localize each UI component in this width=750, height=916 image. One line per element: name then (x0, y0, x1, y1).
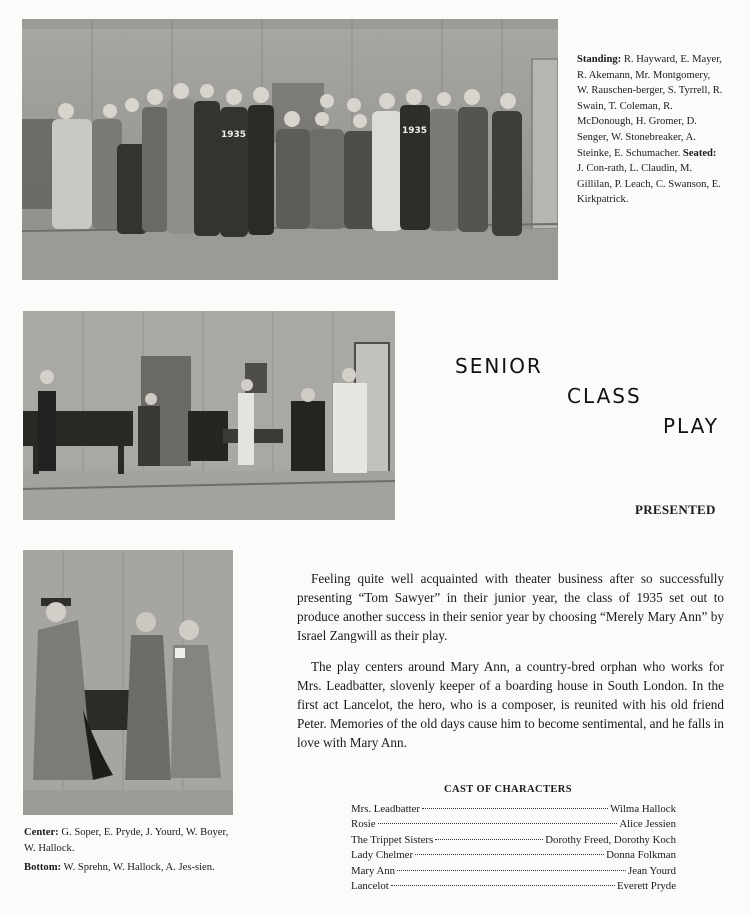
title-senior: SENIOR (455, 354, 543, 378)
cast-row: Mrs. Leadbatter Wilma Hallock (351, 803, 676, 815)
cast-row: Lancelot Everett Pryde (351, 879, 676, 892)
paragraph-plot: The play centers around Mary Ann, a country-bred orphan who works for Mrs. Leadbatter, slovenly keeper of a boarding house in South London. In the first act Lancelot, the hero, who is a composer, is reunited with his old friend Peter. Memories of the old days cause him to become sentimental, and he falls in love with Mary Ann. (297, 659, 725, 750)
title-play: PLAY (663, 414, 720, 438)
sweater-number: 1935 (221, 130, 247, 140)
stage-scene-photo (23, 311, 395, 520)
presented-heading: PRESENTED (635, 502, 716, 517)
cast-row: Lady Chelmer Donna Folkman (351, 849, 676, 862)
three-actors-photo (23, 550, 233, 815)
group-photo-caption: Standing: R. Hayward, E. Mayer, R. Akemann, Mr. Montgomery, W. Rauschen-berger, S. Tyrrell, R. Swain, T. Coleman, R. McDonough, H. Gromer, D. Senger, W. Stonebreaker, A. Steinke, E. Schumacher. Seated: J. Con-rath, L. Claudin, M. Gillilan, P. Leach, C. Swanson, E. Kirkpatrick. (577, 54, 723, 206)
cast-row: Rosie Alice Jessien (351, 818, 676, 831)
cast-row: The Trippet Sisters Dorothy Freed, Dorothy Koch (351, 833, 676, 846)
cast-row: Mary Ann Jean Yourd (351, 864, 676, 877)
group-photo (22, 19, 558, 280)
title-class: CLASS (567, 384, 642, 408)
cast-list (351, 803, 676, 895)
three-actors-caption: Center: G. Soper, E. Pryde, J. Yourd, W. Boyer, W. Hallock. Bottom: W. Sprehn, W. Hallock, A. Jes-sien. (24, 827, 229, 874)
paragraph-intro: Feeling quite well acquainted with theater business after so successfully presenting “Tom Sawyer” in their junior year, the class of 1935 set out to produce another success in their senior year by choosing “Merely Mary Ann” by Israel Zangwill as their play. (297, 571, 724, 643)
sweater-number: 1935 (402, 126, 428, 136)
cast-heading: CAST OF CHARACTERS (444, 784, 572, 795)
